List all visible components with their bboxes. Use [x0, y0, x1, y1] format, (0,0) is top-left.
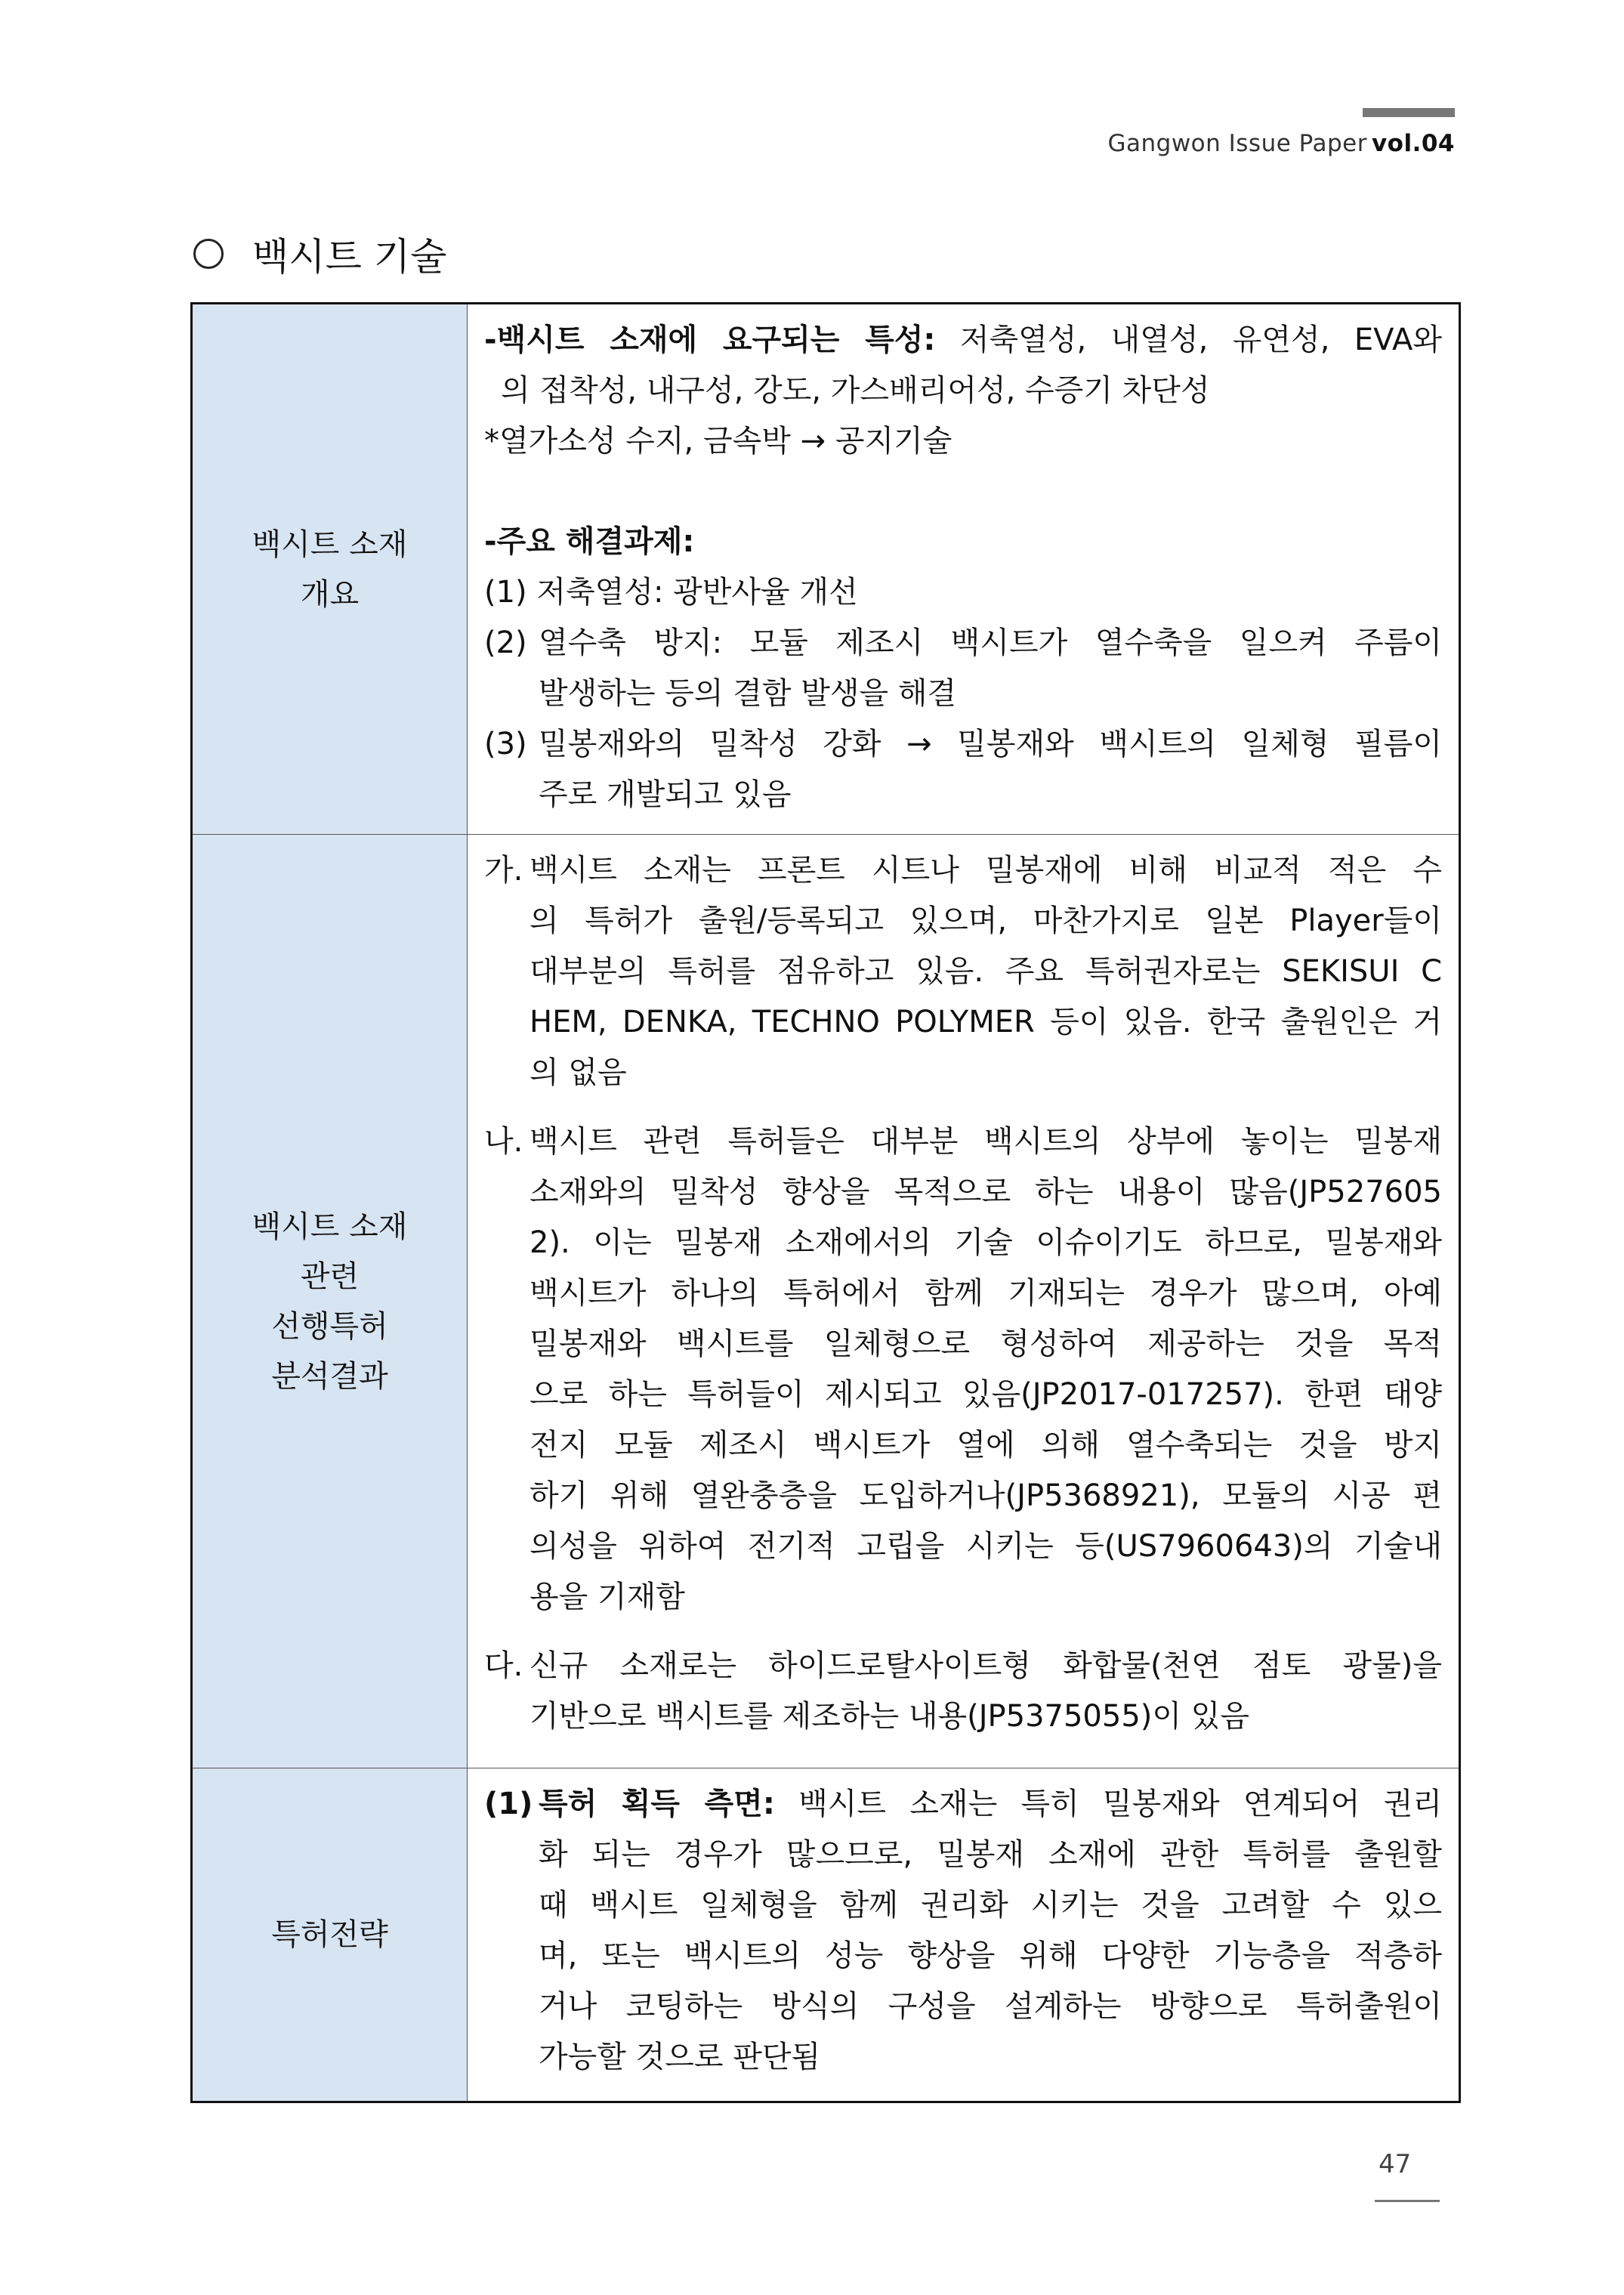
paragraph-line: 전지 모듈 제조시 백시트가 열에 의해 열수축되는 것을 방지 — [529, 1428, 1442, 1463]
label-line: 백시트 소재 — [252, 1209, 408, 1244]
paragraph-line: 밀봉재와 백시트를 일체형으로 형성하여 제공하는 것을 목적 — [529, 1327, 1442, 1361]
note-line: *열가소성 수지, 금속박 → 공지기술 — [484, 424, 952, 459]
item-text: 열수축 방지: 모듈 제조시 백시트가 열수축을 일으켜 주름이 — [539, 625, 1442, 660]
label-line: 개요 — [300, 576, 360, 612]
label-line: 백시트 소재 — [252, 527, 408, 562]
strategy-line: 거나 코팅하는 방식의 구성을 설계하는 방향으로 특허출원이 — [539, 1989, 1442, 2024]
strategy-lead: 특허 획득 측면: — [539, 1787, 775, 1821]
strategy-text: 백시트 소재는 특히 밀봉재와 연계되어 권리 — [774, 1787, 1442, 1821]
strategy-item-1 — [484, 1779, 1442, 2083]
label-line: 특허전략 — [271, 1917, 388, 1952]
item-text: 주로 개발되고 있음 — [539, 777, 792, 812]
paragraph-number: 나. — [484, 1124, 523, 1159]
paragraph-line: 의 없음 — [529, 1055, 627, 1090]
item-number: (1) — [484, 575, 527, 610]
paragraph-number: 가. — [484, 853, 523, 888]
running-header — [1107, 130, 1455, 157]
strategy-line: 때 백시트 일체형을 함께 권리화 시키는 것을 고려할 수 있으 — [539, 1888, 1442, 1923]
table-row-patent-analysis — [192, 835, 1460, 1768]
requirements-line-2: 의 접착성, 내구성, 강도, 가스배리어성, 수증기 차단성 — [501, 373, 1210, 408]
row-content-patent-analysis — [468, 835, 1460, 1768]
paragraph-line: 백시트 소재는 프론트 시트나 밀봉재에 비해 비교적 적은 수 — [529, 853, 1442, 888]
circle-bullet-icon — [193, 239, 224, 269]
item-number: (1) — [484, 1787, 533, 1821]
paragraph-ga — [484, 845, 1442, 1098]
issues-label: -주요 해결과제: — [484, 524, 695, 559]
paragraph-line: 신규 소재로는 하이드로탈사이트형 화합물(천연 점토 광물)을 — [529, 1648, 1442, 1683]
paragraph-line: 기반으로 백시트를 제조하는 내용(JP5375055)이 있음 — [529, 1699, 1250, 1734]
paragraph-line: 소재와의 밀착성 향상을 목적으로 하는 내용이 많음(JP527605 — [529, 1175, 1442, 1209]
strategy-line: 화 되는 경우가 많으므로, 밀봉재 소재에 관한 특허를 출원할 — [539, 1837, 1442, 1872]
strategy-line: 가능할 것으로 판단됨 — [539, 2040, 821, 2074]
item-text: 밀봉재와의 밀착성 강화 → 밀봉재와 백시트의 일체형 필름이 — [539, 727, 1442, 761]
paragraph-line: 하기 위해 열완충층을 도입하거나(JP5368921), 모듈의 시공 편 — [529, 1478, 1442, 1513]
paragraph-number: 다. — [484, 1648, 523, 1683]
table-row-overview — [192, 304, 1460, 835]
issue-item-1 — [484, 567, 1442, 618]
requirements-text: 저축열성, 내열성, 유연성, EVA와 — [935, 323, 1442, 357]
requirements-line — [484, 315, 1442, 366]
paragraph-line: 대부분의 특허를 점유하고 있음. 주요 특허권자로는 SEKISUI C — [529, 954, 1442, 989]
paragraph-line: 백시트 관련 특허들은 대부분 백시트의 상부에 놓이는 밀봉재 — [529, 1124, 1442, 1159]
section-heading — [193, 227, 446, 281]
backsheet-table — [190, 302, 1461, 2103]
table-row-patent-strategy — [192, 1768, 1460, 2102]
item-text: 발생하는 등의 결함 발생을 해결 — [539, 676, 957, 711]
series-name: Gangwon Issue Paper — [1107, 130, 1367, 157]
paragraph-na — [484, 1117, 1442, 1623]
footer-rule — [1375, 2200, 1440, 2202]
paragraph-da — [484, 1641, 1442, 1742]
item-number: (2) — [484, 625, 527, 660]
volume-label: vol.04 — [1371, 130, 1455, 157]
paragraph-line: 2). 이는 밀봉재 소재에서의 기술 이슈이기도 하므로, 밀봉재와 — [529, 1225, 1442, 1260]
label-line: 관련 — [300, 1259, 360, 1294]
header-rule — [1363, 108, 1455, 117]
paragraph-line: HEM, DENKA, TECHNO POLYMER 등이 있음. 한국 출원인은 거 — [529, 1005, 1442, 1039]
item-text: 저축열성: 광반사율 개선 — [536, 575, 858, 610]
item-number: (3) — [484, 727, 527, 761]
paragraph-line: 의 특허가 출원/등록되고 있으며, 마찬가지로 일본 Player들이 — [529, 903, 1442, 938]
strategy-line — [539, 1779, 1442, 1830]
label-line: 분석결과 — [271, 1358, 388, 1394]
issue-item-3 — [484, 719, 1442, 820]
paragraph-line: 백시트가 하나의 특허에서 함께 기재되는 경우가 많으며, 아예 — [529, 1276, 1442, 1311]
requirements-label: -백시트 소재에 요구되는 특성: — [484, 323, 936, 357]
row-content-overview — [468, 304, 1460, 835]
issue-item-2 — [484, 618, 1442, 719]
strategy-line: 며, 또는 백시트의 성능 향상을 위해 다양한 기능층을 적층하 — [539, 1938, 1442, 1973]
section-title: 백시트 기술 — [252, 235, 447, 279]
row-content-patent-strategy — [468, 1768, 1460, 2102]
paragraph-line: 의성을 위하여 전기적 고립을 시키는 등(US7960643)의 기술내 — [529, 1529, 1442, 1564]
page-number: 47 — [1379, 2149, 1412, 2179]
paragraph-line: 용을 기재함 — [529, 1580, 685, 1614]
row-label-overview — [192, 304, 468, 835]
paragraph-line: 으로 하는 특허들이 제시되고 있음(JP2017-017257). 한편 태양 — [529, 1377, 1442, 1412]
row-label-patent-strategy — [192, 1768, 468, 2102]
label-line: 선행특허 — [271, 1308, 388, 1344]
row-label-patent-analysis — [192, 835, 468, 1768]
